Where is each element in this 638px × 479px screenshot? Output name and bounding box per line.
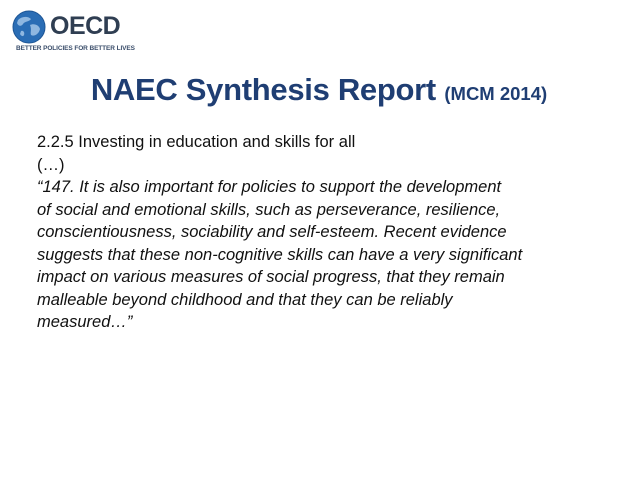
section-heading: 2.2.5 Investing in education and skills for all xyxy=(37,133,356,151)
slide-title-main: NAEC Synthesis Report xyxy=(90,72,436,107)
quote-line: conscientiousness, sociability and self-esteem. Recent evidence xyxy=(37,223,507,241)
globe-icon xyxy=(12,10,46,44)
quote-block xyxy=(37,176,617,334)
quote-line: impact on various measures of social progress, that they remain xyxy=(37,268,505,286)
oecd-tagline: BETTER POLICIES FOR BETTER LIVES xyxy=(16,45,135,52)
quote-line: “147. It is also important for policies to support the development xyxy=(37,178,502,196)
omission-ellipsis: (…) xyxy=(37,155,65,174)
slide-title-suffix: (MCM 2014) xyxy=(444,83,548,104)
quote-line: malleable beyond childhood and that they can be reliably xyxy=(37,290,453,309)
slide-body xyxy=(37,131,617,334)
quote-line: measured…” xyxy=(37,313,133,331)
quote-line: of social and emotional skills, such as perseverance, resilience, xyxy=(37,200,501,219)
oecd-wordmark: OECD xyxy=(50,12,121,40)
slide-title xyxy=(0,72,638,108)
oecd-logo xyxy=(12,10,142,52)
quote-line: suggests that these non-cognitive skills can have a very significant xyxy=(37,245,523,264)
